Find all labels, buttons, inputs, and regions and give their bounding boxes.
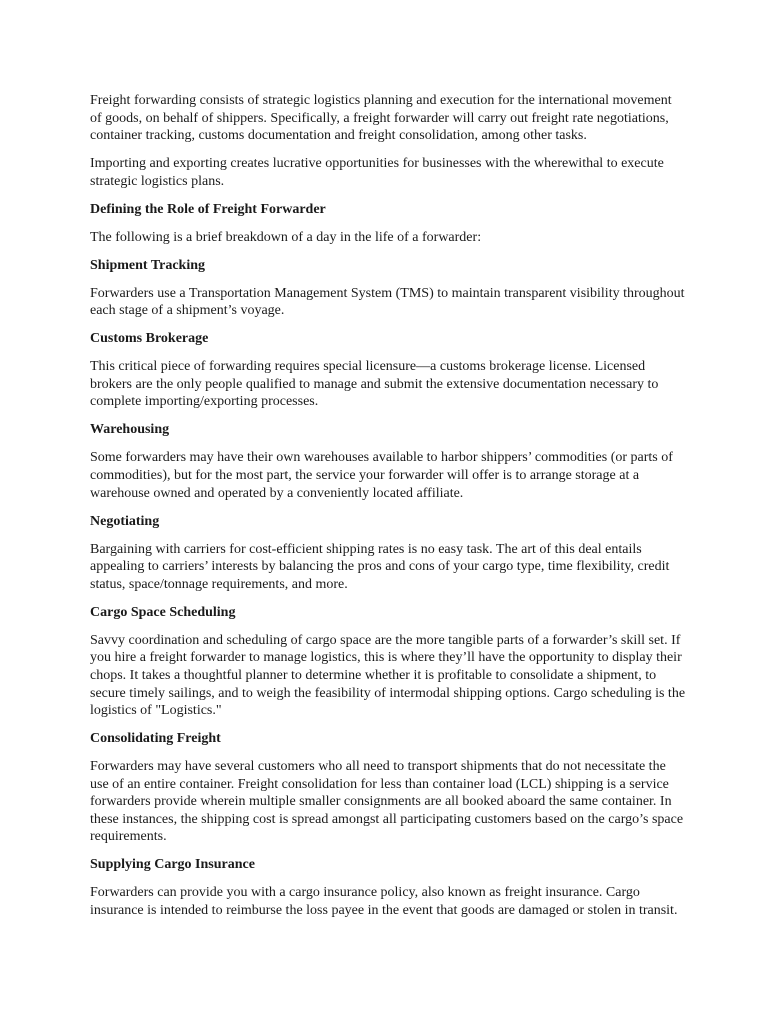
intro-paragraph: Freight forwarding consists of strategic logistics planning and execution for the international movement of goods, on behalf of shippers. Specifically, a freight forwarder will carry out freight rate negotiations, container tracking, customs documentation and freight consolidation, among other tasks.	[90, 93, 672, 144]
section-heading-consolidating-freight: Consolidating Freight	[90, 731, 221, 747]
section-heading-customs-brokerage: Customs Brokerage	[90, 331, 209, 347]
role-intro-paragraph: The following is a brief breakdown of a day in the life of a forwarder:	[90, 229, 482, 245]
shipment-tracking-paragraph: Forwarders use a Transportation Management System (TMS) to maintain transparent visibility throughout each stage of a shipment’s voyage.	[90, 285, 685, 319]
section-heading-role: Defining the Role of Freight Forwarder	[90, 201, 326, 217]
importing-paragraph: Importing and exporting creates lucrative opportunities for businesses with the wherewithal to execute strategic logistics plans.	[90, 156, 664, 189]
section-heading-cargo-insurance: Supplying Cargo Insurance	[90, 857, 255, 873]
section-heading-cargo-space-scheduling: Cargo Space Scheduling	[90, 604, 236, 620]
section-heading-warehousing: Warehousing	[90, 422, 170, 438]
customs-brokerage-paragraph: This critical piece of forwarding requires special licensure—a customs brokerage license. Licensed brokers are the only people qualified to manage and submit the extensive documentation necessary to complete importing/exporting processes.	[90, 359, 659, 410]
cargo-insurance-paragraph: Forwarders can provide you with a cargo insurance policy, also known as freight insurance. Cargo insurance is intended to reimburse the loss payee in the event that goods are damaged or stolen in transit.	[90, 885, 678, 919]
cargo-space-scheduling-paragraph: Savvy coordination and scheduling of cargo space are the more tangible parts of a forwarder’s skill set. If you hire a freight forwarder to manage logistics, this is where they’ll have the opportunity to display their chops. It takes a thoughtful planner to determine whether it is profitable to consolidate a shipment, to secure timely sailings, and to weigh the feasibility of intermodal shipping options. Cargo scheduling is the logistics of "Logistics."	[90, 632, 686, 719]
consolidating-freight-paragraph: Forwarders may have several customers who all need to transport shipments that do not necessitate the use of an entire container. Freight consolidation for less than container load (LCL) shipping is a service forwarders provide wherein multiple smaller consignments are all booked aboard the same container. In these instances, the shipping cost is spread amongst all participating customers based on the cargo’s space requirements.	[90, 759, 684, 845]
warehousing-paragraph: Some forwarders may have their own warehouses available to harbor shippers’ commodities (or parts of commodities), but for the most part, the service your forwarder will offer is to arrange storage at a warehouse owned and operated by a conveniently located affiliate.	[90, 450, 673, 501]
section-heading-shipment-tracking: Shipment Tracking	[90, 257, 206, 273]
negotiating-paragraph: Bargaining with carriers for cost-efficient shipping rates is no easy task. The art of this deal entails appealing to carriers’ interests by balancing the pros and cons of your cargo type, time flexibility, credit status, space/tonnage requirements, and more.	[90, 541, 670, 592]
section-heading-negotiating: Negotiating	[90, 513, 160, 529]
document-page	[90, 92, 686, 930]
